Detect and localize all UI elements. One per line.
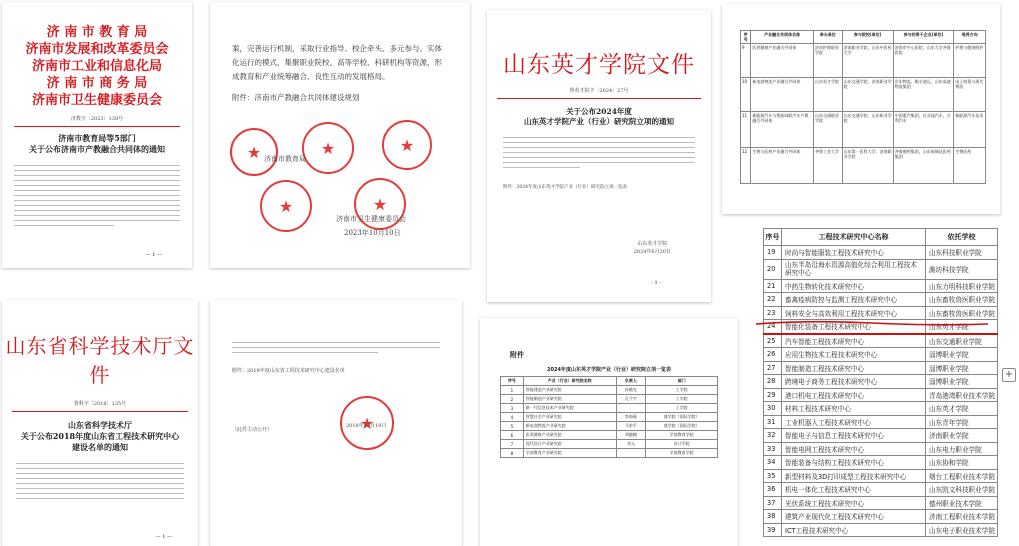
body-lines [210, 300, 462, 353]
issuer-header: 山东英才学院文件 [503, 52, 695, 78]
official-seal-1 [230, 128, 278, 176]
table-row: 4 智慧社会产业研究院 李海燕 商学院（国际学院） [501, 413, 718, 422]
sign-date: 2018年12月19日 [346, 423, 387, 429]
table-row: 33 智能电网工程技术研究中心 山东电力职业学院 [764, 442, 998, 456]
add-button[interactable]: + [1002, 368, 1016, 382]
table-row: 7 现代设计产业研究院 刘元 设计学院 [501, 440, 718, 449]
table-row: 36 机电一体化工程技术研究中心 山东凯文科技职业学院 [764, 483, 998, 497]
doc-title: 济南市教育局等5部门 关于公布济南市产教融合共同体的通知 [29, 133, 165, 154]
table-header: 序号 产业融合共同体名称 牵头单位 参与院校(单位) 参与的骨干企业(单位) 培养方向 [741, 31, 986, 44]
table-row: 11 新能源汽车与智能网联汽车产教融合共同体 山东交通职业学院 山东交通学院、山东职业学院 中国重汽集团、比亚迪汽车、吉利汽车 新能源汽车技术 [741, 112, 986, 148]
table-title: 2024年度山东英才学院产业（行业）研究院立项一览表 [547, 367, 671, 373]
community-table [740, 30, 986, 184]
issuer-header: 济 南 市 教 育 局 济南市发展和改革委员会 济南市工业和信息化局 济 南 市 商 务 局 济南市卫生健康委员会 [25, 25, 169, 108]
table-row: 31 工业机器人工程技术研究中心 山东青年学院 [764, 415, 998, 429]
table-row: 21 中药生物转化技术研究中心 山东力明科技职业学院 [764, 279, 998, 293]
official-seal-3 [382, 120, 432, 170]
table-row: 1 智能建造产业研究院 孙晓光 工学院 [501, 386, 718, 395]
attachment-label: 附件 [510, 351, 524, 359]
red-rule [14, 126, 180, 127]
research-center-table [763, 228, 998, 537]
body-text: 案，完善运行机制，采取行业指导、校企牵头、多元参与、实体化运行的模式，集聚职业院校、高等学校、科研机构等资源，形成教育和产业统筹融合、良性互动的发展格局。 [232, 44, 442, 81]
doc-jinan-signature-page [210, 2, 470, 268]
issuer-header: 山东省科学技术厅文件 [5, 334, 195, 387]
table-row: 12 生物与医药产业融合共同体 齐鲁工业大学 山东第一医科大学、济南职业学院 齐鲁制药集团、山东福瑞达医药集团 生物医药 [741, 148, 986, 184]
red-underline-annotation [752, 318, 992, 330]
table-row: 8 学前教育产业研究院 学前教育学院 [501, 449, 718, 458]
table-row: 34 智能装备与结构工程技术研究中心 山东协和学院 [764, 456, 998, 470]
table-row: 29 港口机电工程技术研究中心 青岛港湾职业技术学院 [764, 388, 998, 402]
doc-research-center-table [757, 226, 1001, 544]
table-row: 37 光伏系统工程技术研究中心 德州职业技术学院 [764, 496, 998, 510]
doc-sdst-signature-page [210, 300, 462, 546]
table-row: 27 智能制造工程技术研究中心 淄博职业学院 [764, 361, 998, 375]
doc-title: 山东省科学技术厅 关于公布2018年度山东省工程技术研究中心 建设名单的通知 [20, 420, 180, 452]
signer-right: 济南市卫生健康委员会 [336, 215, 406, 223]
red-rule [497, 98, 701, 99]
page-number: - 1 - [651, 280, 661, 286]
doc-sdst-notice [2, 300, 198, 546]
official-seal-4 [260, 180, 312, 232]
signature-block: 山东英才学院 2024年6月20日 [633, 241, 671, 255]
doc-community-table [722, 4, 1000, 214]
table-row: 23 饲料安全与高效利用工程技术研究中心 山东畜牧兽医职业学院 [764, 306, 998, 320]
attachment-line: 附件：2018年度山东省工程技术研究中心建设名单 [232, 368, 345, 374]
table-row: 30 材料工程技术研究中心 山东英才学院 [764, 402, 998, 416]
body-lines [487, 127, 711, 178]
table-row: 35 新型材料及3D打印成型工程技术研究中心 烟台工程职业技术学院 [764, 469, 998, 483]
table-row: 39 ICT工程技术研究中心 山东电子职业技术学院 [764, 523, 998, 537]
red-rule [12, 411, 188, 412]
doc-number: 鲁科字〔2018〕135号 [73, 401, 127, 407]
institute-table [500, 376, 718, 458]
doc-jinan-notice [2, 2, 192, 268]
doc-number: 济教字〔2023〕138号 [70, 116, 124, 122]
sign-date: 2023年10月10日 [344, 229, 401, 237]
table-row: 25 汽车智能工程技术研究中心 山东交通职业学院 [764, 334, 998, 348]
doc-yingcai-notice [487, 10, 711, 302]
table-row: 26 应用生物技术工程技术研究中心 淄博职业学院 [764, 348, 998, 362]
table-row: 9 医养健康产业融合共同体 济南护理职业学院 济南职业学院、山东中医药大学 济南市中心医院、山东大学齐鲁医院 护理与健康照护 [741, 44, 986, 78]
body-lines [2, 155, 192, 236]
table-row: 28 跨境电子商务工程技术研究中心 淄博职业学院 [764, 375, 998, 389]
table-row-highlighted: 24 智能化装备工程技术研究中心 山东英才学院 [764, 320, 998, 334]
page-number: — 1 — [145, 252, 162, 258]
table-row: 22 畜禽疫病防控与监测工程技术研究中心 山东畜牧兽医职业学院 [764, 293, 998, 307]
signer-left: 济南市教育局 [264, 155, 306, 163]
table-row: 32 智能电子与信息工程技术研究中心 济南职业学院 [764, 429, 998, 443]
public-note: （此件主动公开） [232, 427, 273, 433]
doc-institute-table [480, 318, 738, 546]
table-header: 序号 产业（行业）研究院名称 负责人 部门 [501, 377, 718, 386]
table-row: 10 新电商物流产业融合共同体 山东英才学院 山东交通学院、济南职业学院 京东物流、顺丰速运、山东高速物流集团 电子商务与现代物流 [741, 78, 986, 112]
table-row: 6 医养健康产业研究院 刘晓楠 学前教育学院 [501, 431, 718, 440]
attachment-line: 附件：2024年度山东英才学院产业（行业）研究院立项一览表 [503, 185, 627, 190]
table-row: 2 智能制造产业研究院 孔令宇 工学院 [501, 395, 718, 404]
page-number: — 1 — [155, 534, 172, 540]
table-row: 38 建筑产业现代化工程技术研究中心 济南工程职业技术学院 [764, 510, 998, 524]
body-lines [2, 453, 198, 509]
official-seal-2 [302, 122, 354, 174]
table-header: 序号 工程技术研究中心名称 依托学校 [764, 229, 998, 246]
attachment-line: 附件：济南市产教融合共同体建设规划 [232, 93, 360, 102]
doc-number: 鲁英才院字〔2024〕27号 [569, 88, 629, 94]
table-row: 19 时尚与智能服装工程技术研究中心 山东科技职业学院 [764, 246, 998, 260]
doc-title: 关于公布2024年度 山东英才学院产业（行业）研究院立项的通知 [524, 107, 674, 126]
table-row: 3 新一代信息技术产业研究院 工学院 [501, 404, 718, 413]
table-row: 20 山东半岛沿海水资源高值化综合利用工程技术研究中心 潍坊科技学院 [764, 259, 998, 279]
table-row: 5 新电商物流产业研究院 马荣平 商学院（国际学院） [501, 422, 718, 431]
